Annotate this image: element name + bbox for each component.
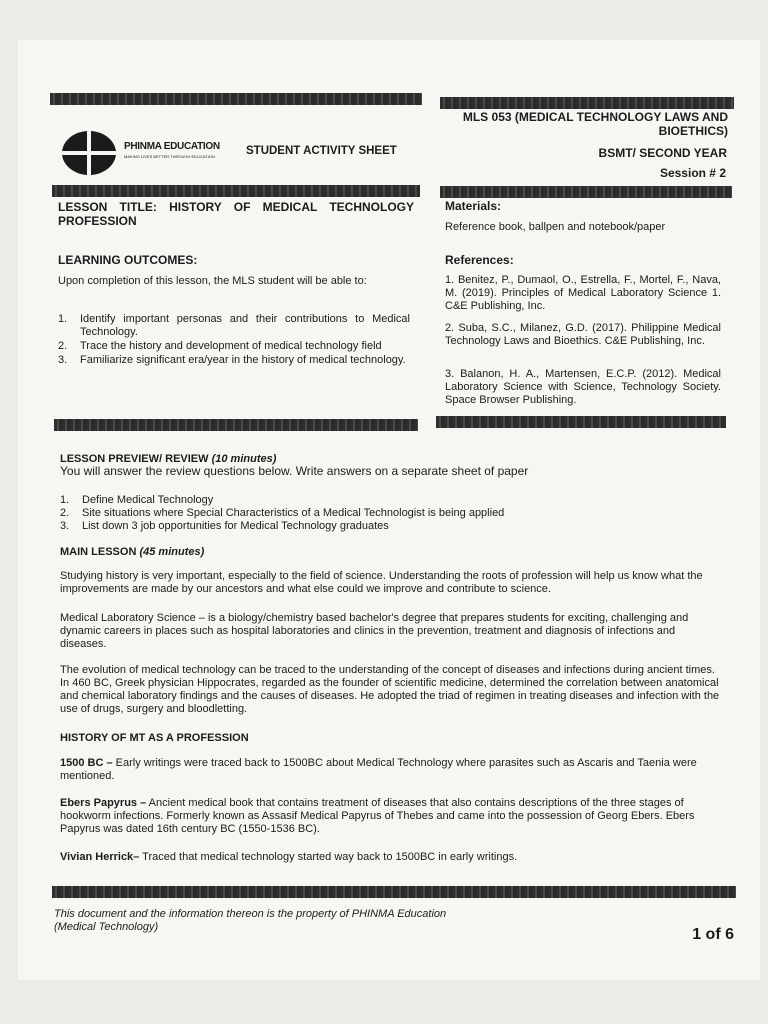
brand-name: PHINMA EDUCATION	[124, 141, 220, 152]
session-number: Session # 2	[659, 166, 726, 180]
main-lesson-heading: MAIN LESSON	[60, 546, 137, 558]
reference-item: 1. Benitez, P., Dumaol, O., Estrella, F., Mortel, F., Nava, M. (2019). Principles of Medical Laboratory Science 1. C&E Publishing, Inc.	[445, 274, 721, 312]
materials-heading: Materials:	[445, 199, 502, 213]
list-item: 2. Trace the history and development of medical technology field	[58, 340, 382, 352]
history-entry: 1500 BC – Early writings were traced back to 1500BC about Medical Technology where parasites such as Ascaris and Taenia were mentioned.	[60, 757, 697, 782]
header-bar-left	[50, 93, 422, 105]
preview-questions	[60, 494, 620, 533]
main-lesson-heading-line	[60, 546, 204, 559]
outcomes-intro: Upon completion of this lesson, the MLS student will be able to:	[58, 275, 367, 287]
section-bar-right-2	[436, 416, 726, 428]
materials-text: Reference book, ballpen and notebook/paper	[445, 221, 666, 233]
list-item: 3. Familiarize significant era/year in the history of medical technology.	[58, 354, 406, 366]
history-heading: HISTORY OF MT AS A PROFESSION	[60, 732, 249, 744]
preview-time: (10 minutes)	[211, 453, 277, 465]
sheet-title: STUDENT ACTIVITY SHEET	[246, 145, 397, 157]
history-entry: Vivian Herrick– Traced that medical technology started way back to 1500BC in early writings.	[60, 851, 518, 863]
brand-tagline: MAKING LIVES BETTER THROUGH EDUCATION	[124, 154, 215, 159]
section-bar-right	[440, 186, 732, 198]
section-bar-left	[52, 185, 420, 197]
paragraph: Studying history is very important, especially to the field of science. Understanding the roots of profession will help us know what the improvements are made by our ancestors and what else could we improve and contribute to science.	[60, 570, 703, 595]
year-level: BSMT/ SECOND YEAR	[598, 146, 727, 160]
outcomes-heading: LEARNING OUTCOMES:	[58, 253, 198, 267]
list-item: 3. List down 3 job opportunities for Medical Technology graduates	[60, 520, 389, 532]
list-item: 1. Define Medical Technology	[60, 494, 214, 506]
header-bar-right	[440, 97, 734, 109]
preview-heading: LESSON PREVIEW/ REVIEW	[60, 453, 209, 465]
footer-bar	[52, 886, 736, 898]
preview-intro: You will answer the review questions below. Write answers on a separate sheet of paper	[60, 464, 529, 478]
paragraph: Medical Laboratory Science – is a biology/chemistry based bachelor's degree that prepares students for exciting, challenging and dynamic careers in places such as hospital laboratories and clinics in the prevention, treatment and diagnosis of infections and diseases.	[60, 612, 689, 650]
reference-item: 3. Balanon, H. A., Martensen, E.C.P. (2012). Medical Laboratory Science with Science, Technology Society. Space Browser Publishing.	[445, 368, 721, 406]
list-item: 1. Identify important personas and their contributions to Medical Technology.	[58, 313, 410, 338]
footer-notice: This document and the information thereon is the property of PHINMA Education (Medical Technology)	[54, 908, 447, 933]
phinma-logo-icon	[62, 131, 116, 175]
outcomes-list	[58, 313, 410, 367]
course-title: MLS 053 (MEDICAL TECHNOLOGY LAWS AND BIOETHICS)	[462, 110, 728, 138]
lesson-title: LESSON TITLE: HISTORY OF MEDICAL TECHNOLOGY PROFESSION	[58, 200, 414, 228]
section-bar-left-2	[54, 419, 418, 431]
paragraph: The evolution of medical technology can be traced to the understanding of the concept of diseases and infections during ancient times. In 460 BC, Greek physician Hippocrates, regarded as the founder of scientific medicine, determined the correlation between anatomical and chemical laboratory findings and the causes of diseases. He adopted the triad of regimen in treating diseases and infection with the use of drugs, surgery and bloodletting.	[60, 664, 720, 715]
page-number: 1 of 6	[692, 926, 734, 943]
reference-item: 2. Suba, S.C., Milanez, G.D. (2017). Philippine Medical Technology Laws and Bioethics. C&E Publishing, Inc.	[445, 322, 721, 347]
list-item: 2. Site situations where Special Characteristics of a Medical Technologist is being applied	[60, 507, 505, 519]
main-lesson-time: (45 minutes)	[139, 546, 205, 558]
references-heading: References:	[445, 253, 514, 267]
history-entry: Ebers Papyrus – Ancient medical book that contains treatment of diseases that also contains descriptions of the three stages of hookworm infections. Formerly known as Assasif Medical Papyrus of Thebes and came into the possession of Georg Ebers. Ebers Papyrus was dated 16th century BC (1550-1536 BC).	[60, 797, 695, 835]
